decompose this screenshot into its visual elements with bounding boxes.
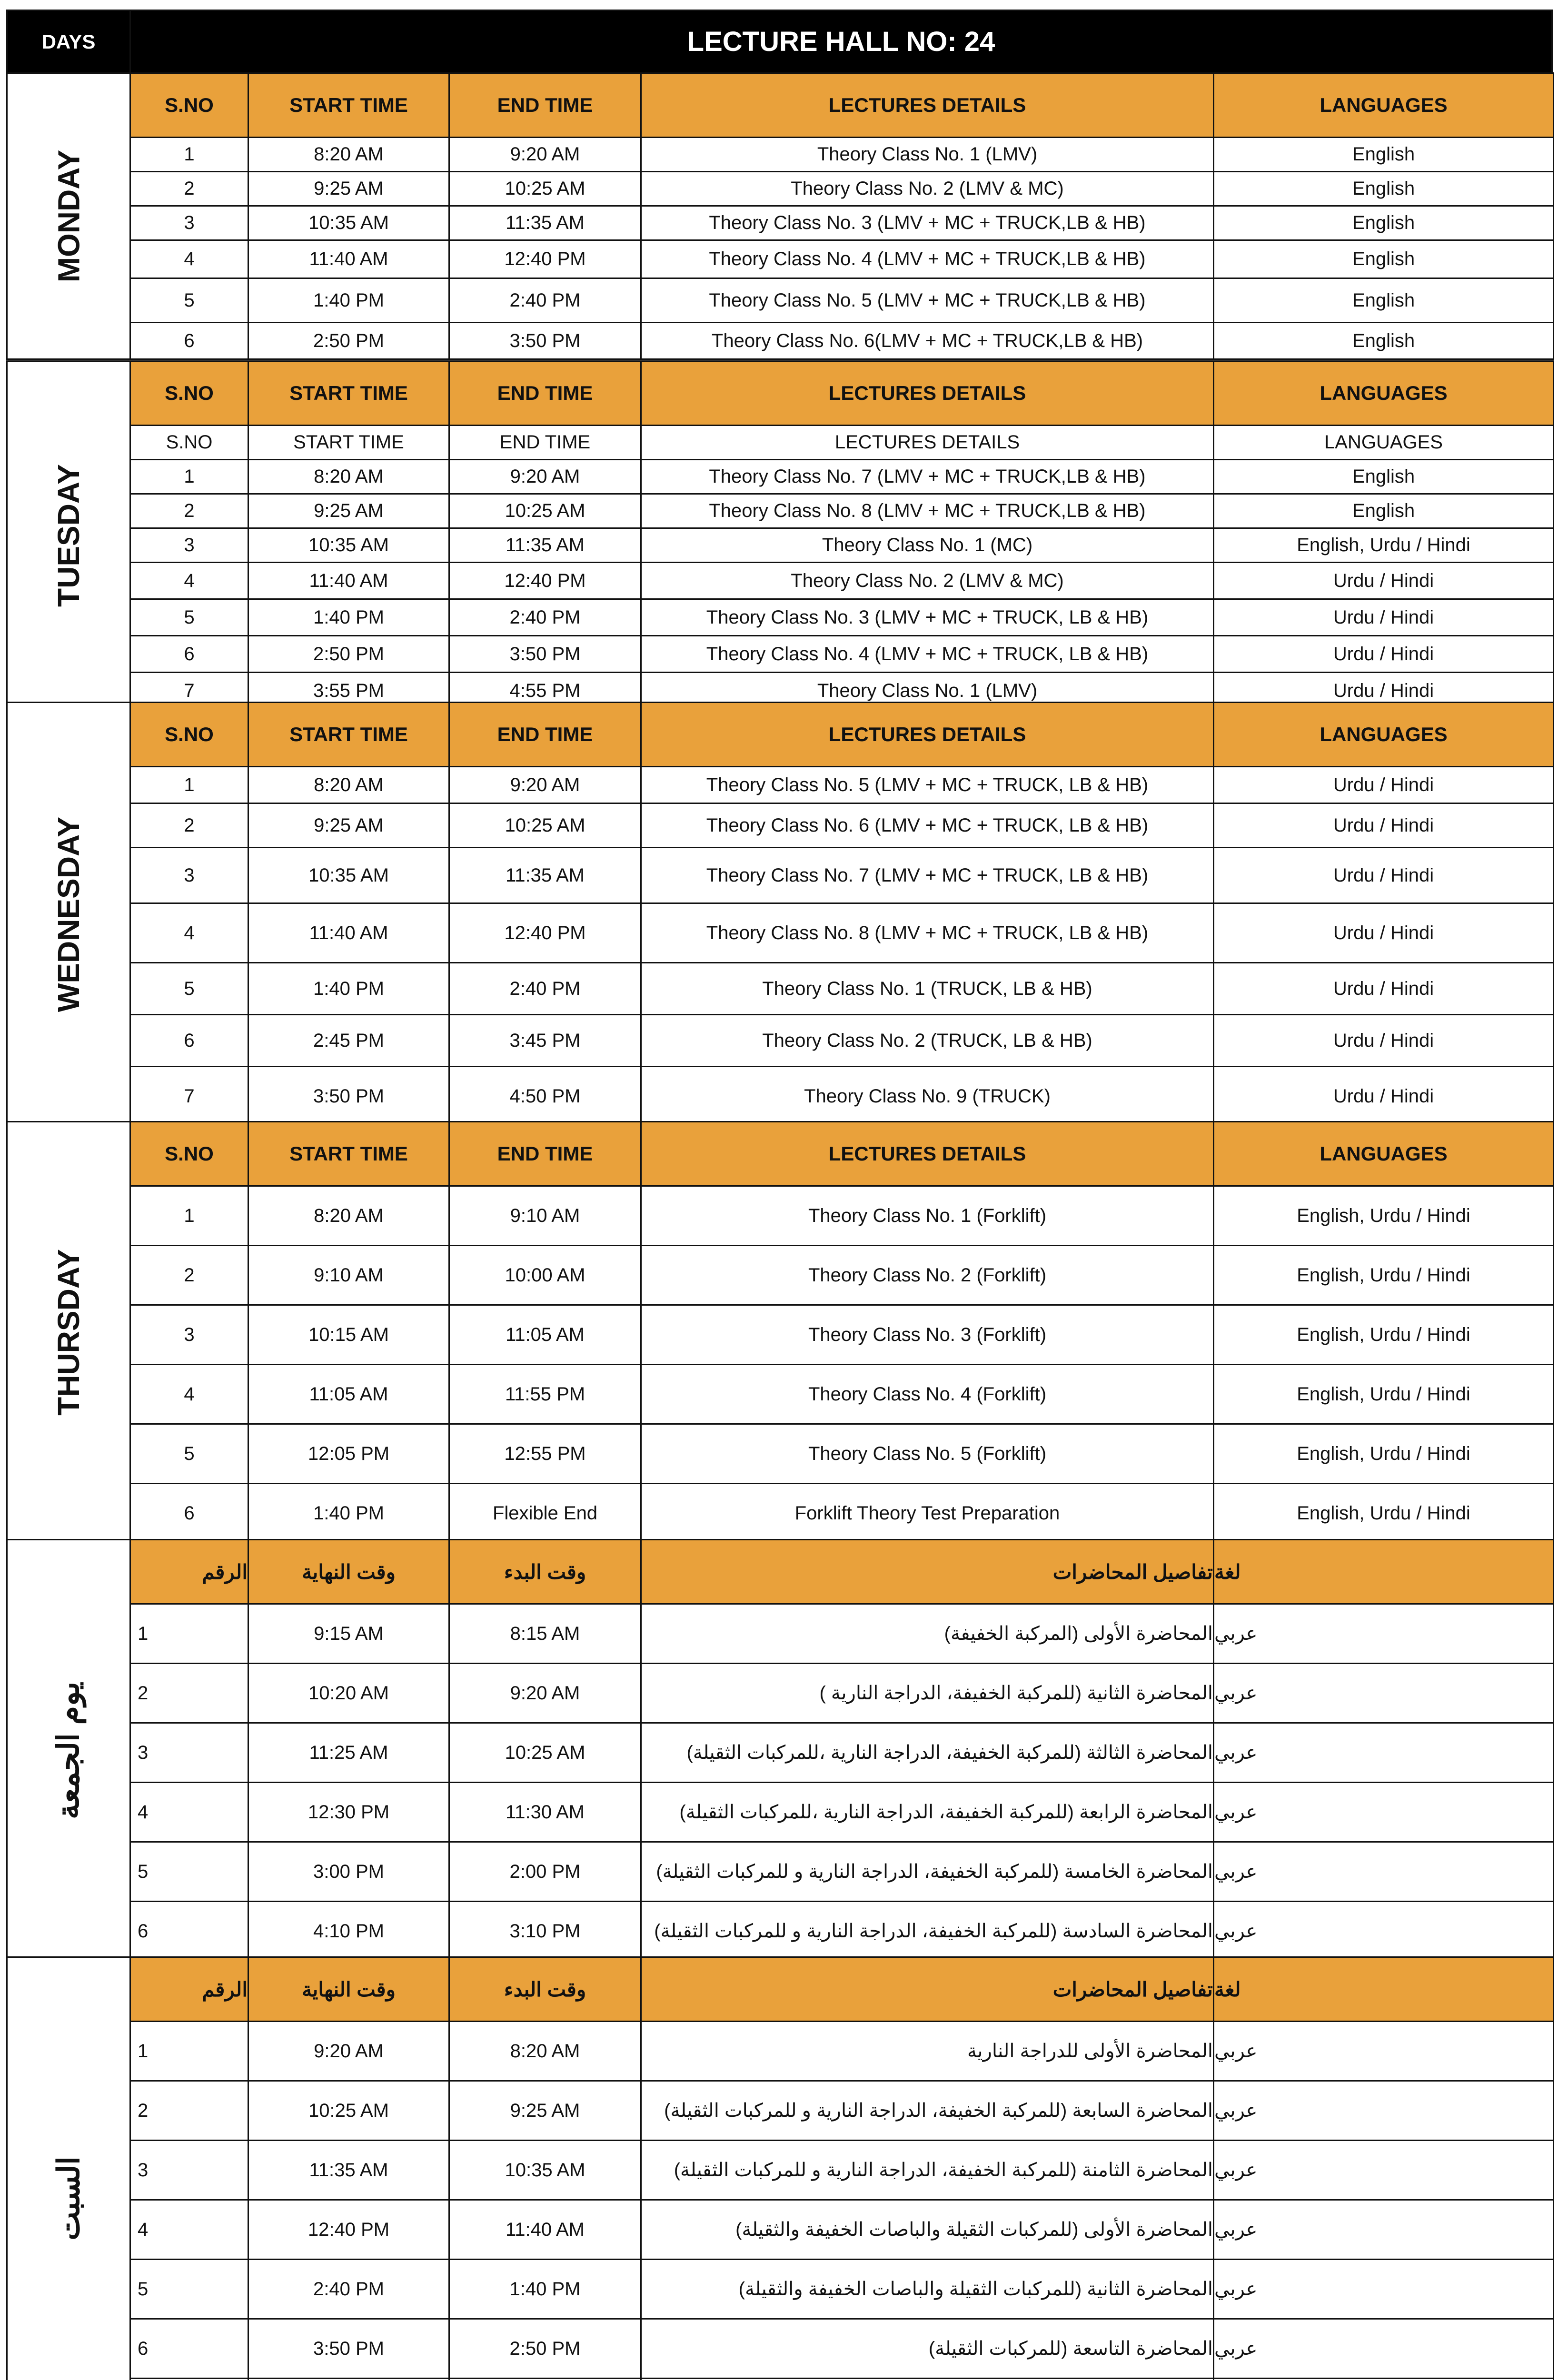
lecture-detail-cell: Theory Class No. 4 (LMV + MC + TRUCK,LB & HB) [640,239,1214,279]
day-label-cell [6,360,131,710]
time-cell: 3:00 PM [248,1841,450,1902]
row-number-cell: 7 [129,672,249,710]
column-header: لغة [1213,1956,1554,2022]
day-name: السبت [51,2156,86,2241]
column-header: START TIME [248,360,450,426]
column-header: START TIME [248,1121,450,1187]
time-cell: 11:30 AM [448,1782,642,1843]
time-cell: 10:25 AM [248,2080,450,2141]
time-cell: 8:15 AM [448,1603,642,1664]
lecture-detail-cell: Theory Class No. 1 (LMV) [640,137,1214,172]
lecture-detail-cell: Theory Class No. 9 (TRUCK) [640,1066,1214,1127]
time-cell: 12:05 PM [248,1423,450,1484]
language-cell: Urdu / Hindi [1213,847,1554,904]
lecture-detail-cell: المحاضرة الأولى (للمركبات الثقيلة والباصات الخفيفة والثقيلة) [640,2199,1214,2260]
time-cell: 4:10 PM [248,1901,450,1962]
time-cell: 8:20 AM [248,1185,450,1246]
row-number-cell: 2 [129,803,249,848]
time-cell: 2:40 PM [448,962,642,1015]
time-cell: 1:40 PM [248,598,450,636]
time-cell: 3:10 PM [448,1901,642,1962]
column-header: START TIME [248,72,450,138]
row-number-cell: 3 [129,1722,249,1783]
time-cell: END TIME [448,425,642,460]
time-cell: 12:40 PM [448,562,642,600]
row-number-cell: 1 [129,459,249,495]
column-header: الرقم [129,1539,249,1605]
column-header: LANGUAGES [1213,360,1554,426]
column-header: LANGUAGES [1213,72,1554,138]
time-cell: 11:40 AM [248,562,450,600]
lecture-detail-cell: Theory Class No. 3 (Forklift) [640,1304,1214,1365]
day-name: TUESDAY [51,464,86,607]
time-cell [248,2378,450,2380]
day-name: WEDNESDAY [51,816,86,1012]
time-cell: 9:10 AM [448,1185,642,1246]
language-cell: عربي [1213,1841,1554,1902]
lecture-detail-cell: المحاضرة السابعة (للمركبة الخفيفة، الدراجة النارية و للمركبات الثقيلة) [640,2080,1214,2141]
column-header: END TIME [448,360,642,426]
lecture-detail-cell: Theory Class No. 7 (LMV + MC + TRUCK,LB & HB) [640,459,1214,495]
lecture-detail-cell: Theory Class No. 2 (LMV & MC) [640,171,1214,207]
time-cell: 2:40 PM [448,278,642,323]
day-label-cell [6,72,131,360]
column-header: وقت النهاية [248,1956,450,2022]
time-cell: 1:40 PM [248,962,450,1015]
language-cell: Urdu / Hindi [1213,962,1554,1015]
lecture-detail-cell: Theory Class No. 8 (LMV + MC + TRUCK, LB & HB) [640,902,1214,963]
row-number-cell: 4 [129,562,249,600]
time-cell: 9:10 AM [248,1245,450,1306]
time-cell: 3:45 PM [448,1014,642,1067]
time-cell: Flexible End [448,1483,642,1544]
time-cell: 11:40 AM [248,902,450,963]
column-header: LECTURES DETAILS [640,360,1214,426]
row-number-cell: 2 [129,493,249,529]
language-cell: عربي [1213,2199,1554,2260]
language-cell: English [1213,239,1554,279]
column-header: S.NO [129,360,249,426]
row-number-cell: 1 [129,2021,249,2082]
column-header: وقت البدء [448,1956,642,2022]
time-cell: 12:40 PM [448,239,642,279]
column-header: وقت البدء [448,1539,642,1605]
row-number-cell: 3 [129,2140,249,2201]
time-cell: 11:55 PM [448,1364,642,1425]
time-cell: 9:25 AM [248,171,450,207]
lecture-detail-cell: المحاضرة السادسة (للمركبة الخفيفة، الدراجة النارية و للمركبات الثقيلة) [640,1901,1214,1962]
row-number-cell: 5 [129,278,249,323]
time-cell: 8:20 AM [248,766,450,804]
lecture-detail-cell: Theory Class No. 5 (LMV + MC + TRUCK,LB & HB) [640,278,1214,323]
language-cell: عربي [1213,2021,1554,2082]
time-cell: 1:40 PM [248,278,450,323]
time-cell: 9:25 AM [248,493,450,529]
language-cell: Urdu / Hindi [1213,672,1554,710]
lecture-detail-cell: Theory Class No. 1 (MC) [640,527,1214,563]
row-number-cell: 6 [129,322,249,360]
lecture-detail-cell: Theory Class No. 5 (Forklift) [640,1423,1214,1484]
row-number-cell: 1 [129,1185,249,1246]
lecture-detail-cell: Theory Class No. 4 (LMV + MC + TRUCK, LB & HB) [640,635,1214,673]
time-cell: 11:35 AM [448,847,642,904]
row-number-cell: 2 [129,171,249,207]
row-number-cell: 1 [129,137,249,172]
time-cell: 3:50 PM [248,1066,450,1127]
row-number-cell: 5 [129,962,249,1015]
time-cell: 12:40 PM [248,2199,450,2260]
time-cell: 9:20 AM [448,459,642,495]
row-number-cell: 4 [129,239,249,279]
language-cell: Urdu / Hindi [1213,803,1554,848]
language-cell: عربي [1213,1722,1554,1783]
language-cell: English [1213,278,1554,323]
language-cell: English, Urdu / Hindi [1213,1423,1554,1484]
language-cell: عربي [1213,2259,1554,2320]
row-number-cell: 7 [129,1066,249,1127]
time-cell: 12:40 PM [448,902,642,963]
time-cell: 8:20 AM [248,137,450,172]
language-cell: Urdu / Hindi [1213,1066,1554,1127]
language-cell: عربي [1213,2080,1554,2141]
time-cell: 10:25 AM [448,493,642,529]
lecture-detail-cell: المحاضرة الخامسة (للمركبة الخفيفة، الدراجة النارية و للمركبات الثقيلة) [640,1841,1214,1902]
day-name: MONDAY [51,149,86,283]
time-cell: 2:40 PM [448,598,642,636]
column-header: تفاصيل المحاضرات [640,1956,1214,2022]
time-cell: 10:25 AM [448,171,642,207]
time-cell: 4:55 PM [448,672,642,710]
lecture-detail-cell: Theory Class No. 4 (Forklift) [640,1364,1214,1425]
column-header: تفاصيل المحاضرات [640,1539,1214,1605]
language-cell: عربي [1213,1782,1554,1843]
lecture-detail-cell: LECTURES DETAILS [640,425,1214,460]
column-header: LANGUAGES [1213,702,1554,767]
day-name: يوم الجمعة [51,1681,86,1819]
row-number-cell: 1 [129,1603,249,1664]
row-number-cell: 3 [129,205,249,241]
language-cell: Urdu / Hindi [1213,766,1554,804]
lecture-detail-cell: Theory Class No. 2 (LMV & MC) [640,562,1214,600]
row-number-cell: 5 [129,2259,249,2320]
column-header: END TIME [448,1121,642,1187]
day-label-cell [6,1121,131,1544]
time-cell: 10:35 AM [248,205,450,241]
lecture-detail-cell: المحاضرة الأولى (المركبة الخفيفة) [640,1603,1214,1664]
time-cell: 11:40 AM [448,2199,642,2260]
lecture-detail-cell: Theory Class No. 6 (LMV + MC + TRUCK, LB & HB) [640,803,1214,848]
time-cell: 10:35 AM [448,2140,642,2201]
day-label-cell [6,1539,131,1962]
time-cell: 8:20 AM [248,459,450,495]
language-cell [1213,2378,1554,2380]
language-cell: English, Urdu / Hindi [1213,1185,1554,1246]
time-cell: 3:55 PM [248,672,450,710]
row-number-cell: 4 [129,2199,249,2260]
time-cell: 9:25 AM [448,2080,642,2141]
column-header: الرقم [129,1956,249,2022]
language-cell: English [1213,493,1554,529]
language-cell: English, Urdu / Hindi [1213,1245,1554,1306]
language-cell: English [1213,459,1554,495]
column-header: LECTURES DETAILS [640,1121,1214,1187]
time-cell: 9:20 AM [448,137,642,172]
time-cell: 2:00 PM [448,1841,642,1902]
column-header: LECTURES DETAILS [640,702,1214,767]
time-cell: 4:50 PM [448,1066,642,1127]
day-label-cell [6,1956,131,2380]
language-cell: LANGUAGES [1213,425,1554,460]
time-cell: 2:50 PM [248,635,450,673]
language-cell: Urdu / Hindi [1213,902,1554,963]
row-number-cell: 6 [129,1014,249,1067]
column-header: لغة [1213,1539,1554,1605]
time-cell: 11:35 AM [448,205,642,241]
column-header: START TIME [248,702,450,767]
lecture-detail-cell: Theory Class No. 2 (Forklift) [640,1245,1214,1306]
time-cell: 2:45 PM [248,1014,450,1067]
row-number-cell: 6 [129,635,249,673]
time-cell: 11:35 AM [448,527,642,563]
time-cell: 9:20 AM [448,1663,642,1724]
row-number-cell: 3 [129,1304,249,1365]
time-cell: 1:40 PM [448,2259,642,2320]
language-cell: عربي [1213,2140,1554,2201]
row-number-cell: 5 [129,1841,249,1902]
column-header: S.NO [129,1121,249,1187]
lecture-detail-cell: Theory Class No. 1 (TRUCK, LB & HB) [640,962,1214,1015]
time-cell: 3:50 PM [448,635,642,673]
time-cell: 10:25 AM [448,803,642,848]
row-number-cell: S.NO [129,425,249,460]
time-cell: 8:20 AM [448,2021,642,2082]
row-number-cell: 5 [129,598,249,636]
column-header: END TIME [448,72,642,138]
time-cell: 10:35 AM [248,527,450,563]
time-cell: 1:40 PM [248,1483,450,1544]
language-cell: Urdu / Hindi [1213,1014,1554,1067]
language-cell: English [1213,322,1554,360]
language-cell: عربي [1213,1663,1554,1724]
lecture-detail-cell: المحاضرة الثانية (للمركبات الثقيلة والباصات الخفيفة والثقيلة) [640,2259,1214,2320]
column-header: LANGUAGES [1213,1121,1554,1187]
time-cell: 11:05 AM [448,1304,642,1365]
row-number-cell: 5 [129,1423,249,1484]
lecture-detail-cell: Theory Class No. 7 (LMV + MC + TRUCK, LB & HB) [640,847,1214,904]
time-cell: START TIME [248,425,450,460]
lecture-detail-cell: Theory Class No. 1 (Forklift) [640,1185,1214,1246]
time-cell: 11:05 AM [248,1364,450,1425]
day-label-cell [6,702,131,1127]
row-number-cell: 3 [129,847,249,904]
lecture-detail-cell: المحاضرة الثالثة (للمركبة الخفيفة، الدراجة النارية ،للمركبات الثقيلة) [640,1722,1214,1783]
lecture-detail-cell: المحاضرة الرابعة (للمركبة الخفيفة، الدراجة النارية ،للمركبات الثقيلة) [640,1782,1214,1843]
row-number-cell: 6 [129,1901,249,1962]
lecture-detail-cell: Theory Class No. 1 (LMV) [640,672,1214,710]
lecture-detail-cell [640,2378,1214,2380]
lecture-detail-cell: Theory Class No. 3 (LMV + MC + TRUCK, LB & HB) [640,598,1214,636]
language-cell: English, Urdu / Hindi [1213,1364,1554,1425]
row-number-cell: 4 [129,902,249,963]
row-number-cell: 4 [129,1782,249,1843]
column-header: LECTURES DETAILS [640,72,1214,138]
page-title: LECTURE HALL NO: 24 [129,10,1553,74]
time-cell: 12:55 PM [448,1423,642,1484]
column-header: END TIME [448,702,642,767]
language-cell: English, Urdu / Hindi [1213,527,1554,563]
time-cell: 10:20 AM [248,1663,450,1724]
lecture-detail-cell: Theory Class No. 2 (TRUCK, LB & HB) [640,1014,1214,1067]
column-header: S.NO [129,702,249,767]
row-number-cell: 6 [129,1483,249,1544]
time-cell: 9:25 AM [248,803,450,848]
row-number-cell [129,2378,249,2380]
lecture-detail-cell: المحاضرة الثانية (للمركبة الخفيفة، الدراجة النارية ) [640,1663,1214,1724]
language-cell: عربي [1213,1603,1554,1664]
time-cell: 9:20 AM [248,2021,450,2082]
lecture-detail-cell: المحاضرة الأولى للدراجة النارية [640,2021,1214,2082]
language-cell: English [1213,205,1554,241]
language-cell: English, Urdu / Hindi [1213,1304,1554,1365]
row-number-cell: 1 [129,766,249,804]
time-cell: 12:30 PM [248,1782,450,1843]
days-label: DAYS [6,10,131,74]
row-number-cell: 2 [129,1663,249,1724]
time-cell: 2:40 PM [248,2259,450,2320]
language-cell: Urdu / Hindi [1213,598,1554,636]
lecture-detail-cell: Theory Class No. 5 (LMV + MC + TRUCK, LB & HB) [640,766,1214,804]
row-number-cell: 3 [129,527,249,563]
language-cell: عربي [1213,2318,1554,2379]
time-cell: 11:35 AM [248,2140,450,2201]
time-cell: 11:25 AM [248,1722,450,1783]
language-cell: English [1213,171,1554,207]
lecture-detail-cell: المحاضرة التاسعة (للمركبات الثقيلة) [640,2318,1214,2379]
lecture-detail-cell: Theory Class No. 8 (LMV + MC + TRUCK,LB & HB) [640,493,1214,529]
time-cell: 9:15 AM [248,1603,450,1664]
time-cell: 10:15 AM [248,1304,450,1365]
time-cell: 3:50 PM [248,2318,450,2379]
time-cell: 10:25 AM [448,1722,642,1783]
day-name: THURSDAY [51,1249,86,1416]
language-cell: English [1213,137,1554,172]
lecture-detail-cell: Theory Class No. 6(LMV + MC + TRUCK,LB & HB) [640,322,1214,360]
row-number-cell: 2 [129,1245,249,1306]
lecture-detail-cell: Forklift Theory Test Preparation [640,1483,1214,1544]
row-number-cell: 2 [129,2080,249,2141]
column-header: S.NO [129,72,249,138]
lecture-detail-cell: Theory Class No. 3 (LMV + MC + TRUCK,LB & HB) [640,205,1214,241]
time-cell: 2:50 PM [248,322,450,360]
language-cell: English, Urdu / Hindi [1213,1483,1554,1544]
time-cell [448,2378,642,2380]
time-cell: 9:20 AM [448,766,642,804]
row-number-cell: 4 [129,1364,249,1425]
language-cell: Urdu / Hindi [1213,635,1554,673]
language-cell: عربي [1213,1901,1554,1962]
lecture-detail-cell: المحاضرة الثامنة (للمركبة الخفيفة، الدراجة النارية و للمركبات الثقيلة) [640,2140,1214,2201]
time-cell: 2:50 PM [448,2318,642,2379]
time-cell: 11:40 AM [248,239,450,279]
row-number-cell: 6 [129,2318,249,2379]
time-cell: 10:35 AM [248,847,450,904]
column-header: وقت النهاية [248,1539,450,1605]
time-cell: 10:00 AM [448,1245,642,1306]
time-cell: 3:50 PM [448,322,642,360]
language-cell: Urdu / Hindi [1213,562,1554,600]
